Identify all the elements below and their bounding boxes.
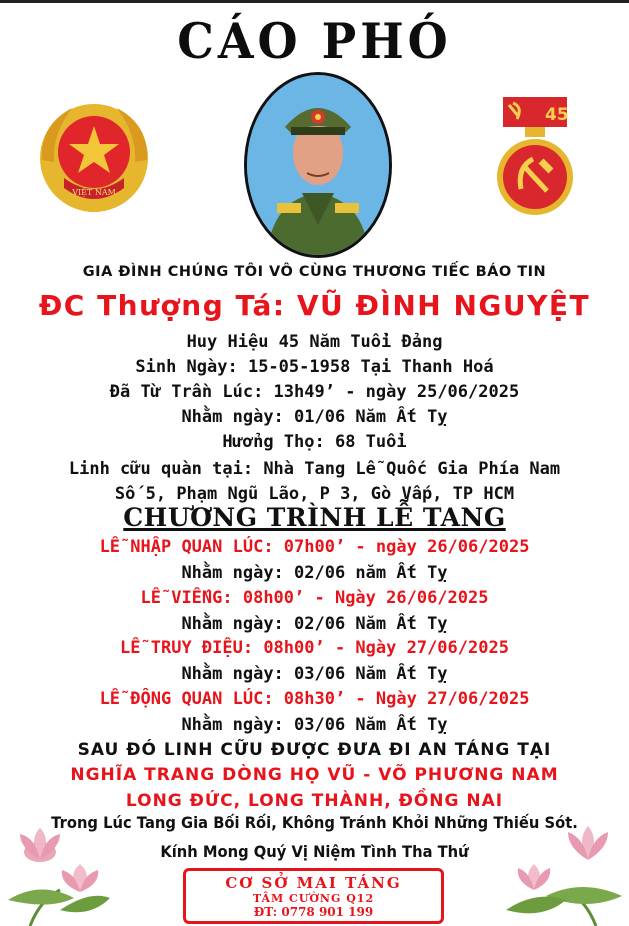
location-line-1: Linh cữu quàn tại: Nhà Tang Lễ Quốc Gia Phía Nam xyxy=(68,459,561,479)
funeral-home-stamp xyxy=(183,868,444,924)
death-text: Đã Từ Trần Lúc: 13h49’ - ngày 25/06/2025 xyxy=(109,382,520,402)
age-text: Hưởng Thọ: 68 Tuổi xyxy=(222,432,407,452)
announcement-text: GIA ĐÌNH CHÚNG TÔI VÔ CÙNG THƯƠNG TIẾC BÁO TIN xyxy=(82,264,547,280)
burial-place-line-2: LONG ĐỨC, LONG THÀNH, ĐỒNG NAI xyxy=(125,791,504,811)
funeral-home-name: CƠ SỞ MAI TÁNG xyxy=(225,874,402,892)
event-title: LỄ TRUY ĐIỆU: 08h00’ - Ngày 27/06/2025 xyxy=(120,638,509,658)
event-lunar-date: Nhằm ngày: 03/06 Năm Ất Tỵ xyxy=(181,664,448,684)
top-border xyxy=(0,0,629,3)
lunar-date-text: Nhằm ngày: 01/06 Năm Ất Tỵ xyxy=(181,407,448,427)
deceased-portrait xyxy=(244,72,392,258)
event-title: LỄ VIẾNG: 08h00’ - Ngày 26/06/2025 xyxy=(140,588,489,608)
event-title: LỄ ĐỘNG QUAN LÚC: 08h30’ - Ngày 27/06/2025 xyxy=(99,689,530,709)
program-heading: CHƯƠNG TRÌNH LỄ TANG xyxy=(123,503,506,532)
page-title: CÁO PHÓ xyxy=(177,12,452,70)
event-lunar-date: Nhằm ngày: 02/06 Năm Ất Tỵ xyxy=(181,614,448,634)
location-line-2: Số 5, Phạm Ngũ Lão, P 3, Gò Vấp, TP HCM xyxy=(114,484,515,504)
burial-place-line-1: NGHĨA TRANG DÒNG HỌ VŨ - VÕ PHƯƠNG NAM xyxy=(70,765,559,785)
event-lunar-date: Nhằm ngày: 02/06 năm Ất Tỵ xyxy=(181,563,448,583)
event-title: LỄ NHẬP QUAN LÚC: 07h00’ - ngày 26/06/2025 xyxy=(99,537,530,557)
event-lunar-date: Nhằm ngày: 03/06 Năm Ất Tỵ xyxy=(181,715,448,735)
burial-intro: SAU ĐÓ LINH CỮU ĐƯỢC ĐƯA ĐI AN TÁNG TẠI xyxy=(77,740,552,760)
deceased-name: ĐC Thượng Tá: VŨ ĐÌNH NGUYỆT xyxy=(38,289,591,322)
portrait-image xyxy=(247,75,389,255)
svg-text:45: 45 xyxy=(545,105,569,125)
closing-line-1: Trong Lúc Tang Gia Bối Rối, Không Tránh Khỏi Những Thiếu Sót. xyxy=(51,813,578,832)
lotus-right-icon xyxy=(486,820,629,926)
closing-line-2: Kính Mong Quý Vị Niệm Tình Tha Thứ xyxy=(160,842,469,861)
national-emblem-icon xyxy=(32,100,157,220)
party-badge-text: Huy Hiệu 45 Năm Tuổi Đảng xyxy=(186,332,443,352)
funeral-home-subtitle: TÂM CƯỜNG Q12 xyxy=(252,892,375,905)
svg-text:VIỆT NAM: VIỆT NAM xyxy=(72,188,116,197)
birth-text: Sinh Ngày: 15-05-1958 Tại Thanh Hoá xyxy=(135,357,494,377)
funeral-home-phone: ĐT: 0778 901 199 xyxy=(253,905,374,919)
lotus-left-icon xyxy=(0,820,140,926)
party-medal-icon xyxy=(493,95,577,225)
